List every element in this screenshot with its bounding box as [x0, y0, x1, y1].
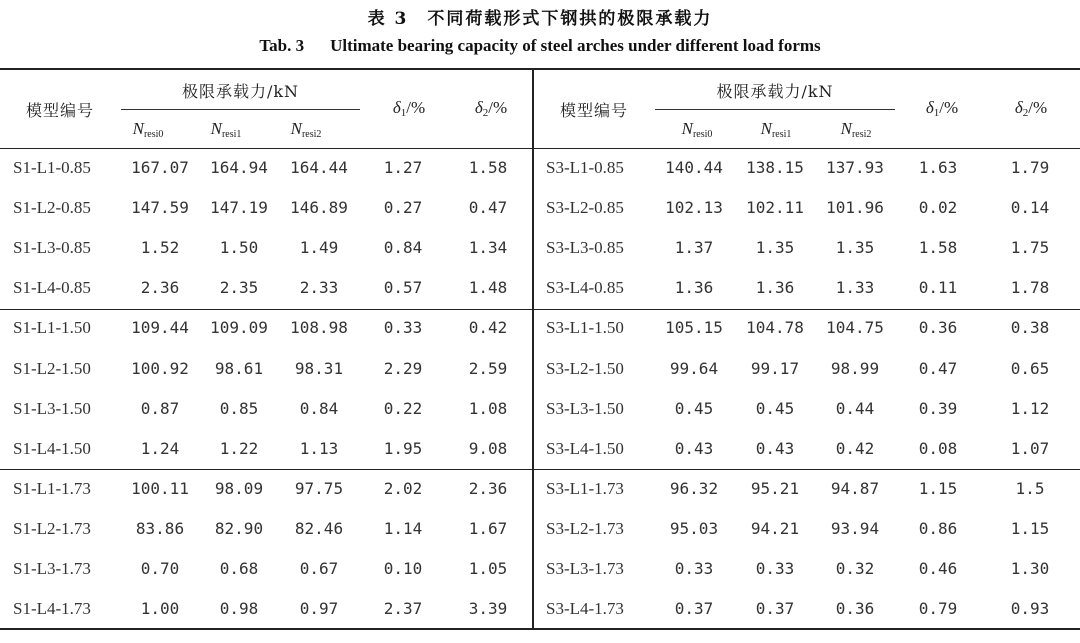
- capacity-cell: 0.43: [674, 438, 714, 458]
- capacity-cell: 83.86: [135, 518, 185, 538]
- delta-cell: 0.57: [383, 278, 423, 298]
- delta-symbol: δ: [474, 98, 483, 117]
- capacity-cell: 0.45: [755, 398, 795, 418]
- table-divider: [532, 68, 534, 630]
- capacity-cell: 101.96: [826, 198, 884, 218]
- capacity-cell: 167.07: [131, 158, 189, 177]
- delta-cell: 0.10: [383, 559, 423, 578]
- capacity-cell: 0.37: [674, 599, 714, 619]
- capacity-cell: 0.45: [674, 398, 714, 418]
- delta-cell: 1.48: [468, 278, 508, 298]
- header-rule: [0, 148, 1080, 149]
- model-id-cell: S3-L2-0.85: [546, 198, 624, 218]
- delta-cell: 0.11: [918, 278, 958, 298]
- capacity-cell: 109.44: [131, 318, 189, 338]
- model-id-cell: S3-L3-1.73: [546, 559, 624, 578]
- model-id-cell: S1-L3-0.85: [13, 238, 91, 258]
- delta-subscript: 1: [400, 107, 407, 119]
- capacity-cell: 138.15: [746, 158, 804, 177]
- bottom-rule: [0, 628, 1080, 630]
- model-id-cell: S1-L1-0.85: [13, 158, 91, 177]
- capacity-cell: 108.98: [290, 318, 348, 338]
- delta-cell: 1.79: [1010, 158, 1050, 177]
- model-id-cell: S1-L2-1.50: [13, 358, 91, 378]
- capacity-cell: 1.35: [835, 238, 875, 258]
- delta-cell: 2.37: [383, 599, 423, 619]
- header-n-resi1: [736, 119, 816, 140]
- delta-cell: 0.33: [383, 318, 423, 338]
- percent-unit: /%: [939, 98, 959, 117]
- delta-subscript: 2: [1022, 107, 1029, 119]
- capacity-cell: 99.64: [669, 358, 719, 378]
- capacity-cell: 98.61: [214, 358, 264, 378]
- delta-cell: 0.42: [468, 318, 508, 338]
- model-id-cell: S1-L3-1.50: [13, 398, 91, 418]
- delta-cell: 0.39: [918, 398, 958, 418]
- delta-cell: 1.78: [1010, 278, 1050, 298]
- capacity-cell: 104.75: [826, 318, 884, 338]
- delta-cell: 3.39: [468, 599, 508, 619]
- capacity-cell: 1.00: [140, 599, 180, 619]
- capacity-cell: 0.98: [219, 599, 259, 619]
- delta-cell: 1.05: [468, 559, 508, 578]
- percent-unit: /%: [406, 98, 426, 117]
- delta-cell: 1.63: [918, 158, 958, 177]
- capacity-cell: 147.19: [210, 198, 268, 218]
- delta-cell: 0.93: [1010, 599, 1050, 619]
- header-ultimate-capacity: 极限承载力/kN: [716, 82, 834, 101]
- capacity-cell: 1.49: [299, 238, 339, 258]
- capacity-cell: 98.31: [294, 358, 344, 378]
- top-rule: [0, 68, 1080, 70]
- capacity-cell: 95.21: [750, 478, 800, 498]
- capacity-cell: 1.52: [140, 238, 180, 258]
- delta-cell: 1.14: [383, 518, 423, 538]
- delta-cell: 2.29: [383, 358, 423, 378]
- model-id-cell: S1-L1-1.73: [13, 478, 91, 498]
- n-symbol: N: [760, 119, 772, 138]
- capacity-cell: 99.17: [750, 358, 800, 378]
- delta-cell: 1.15: [1010, 518, 1050, 538]
- delta-symbol: δ: [925, 98, 934, 117]
- capacity-cell: 98.99: [830, 358, 880, 378]
- capacity-cell: 1.22: [219, 438, 259, 458]
- n-symbol: N: [290, 119, 302, 138]
- header-model-number: 模型编号: [25, 101, 94, 120]
- capacity-cell: 0.44: [835, 398, 875, 418]
- delta-cell: 0.02: [918, 198, 958, 218]
- model-id-cell: S1-L1-1.50: [13, 318, 91, 338]
- table-number: Tab. 3: [259, 36, 305, 55]
- delta-cell: 1.95: [383, 438, 423, 458]
- delta-cell: 0.27: [383, 198, 423, 218]
- capacity-cell: 94.87: [830, 478, 880, 498]
- n-symbol: N: [681, 119, 693, 138]
- delta-cell: 1.67: [468, 518, 508, 538]
- model-id-cell: S3-L4-0.85: [546, 278, 624, 298]
- delta-cell: 0.14: [1010, 198, 1050, 218]
- capacity-cell: 0.32: [835, 559, 875, 578]
- header-delta1: [902, 98, 982, 119]
- delta-cell: 1.34: [468, 238, 508, 258]
- header-n-resi1: [186, 119, 266, 140]
- capacity-cell: 137.93: [826, 158, 884, 177]
- capacity-cell: 147.59: [131, 198, 189, 218]
- capacity-cell: 0.97: [299, 599, 339, 619]
- delta-cell: 1.27: [383, 158, 423, 177]
- header-n-resi2: [816, 119, 896, 140]
- model-id-cell: S3-L1-0.85: [546, 158, 624, 177]
- capacity-cell: 94.21: [750, 518, 800, 538]
- delta-cell: 1.58: [918, 238, 958, 258]
- header-delta1: [369, 98, 449, 119]
- n-subscript: resi2: [301, 129, 322, 140]
- delta-cell: 0.86: [918, 518, 958, 538]
- capacity-cell: 82.90: [214, 518, 264, 538]
- capacity-cell: 0.33: [674, 559, 714, 578]
- n-subscript: resi1: [221, 129, 242, 140]
- delta-cell: 0.36: [918, 318, 958, 338]
- capacity-cell: 100.11: [131, 478, 189, 498]
- group-separator: [0, 309, 1080, 310]
- model-id-cell: S3-L1-1.50: [546, 318, 624, 338]
- percent-unit: /%: [488, 98, 508, 117]
- capacity-cell: 0.85: [219, 398, 259, 418]
- header-delta2: [991, 98, 1071, 119]
- delta-cell: 1.07: [1010, 438, 1050, 458]
- delta-cell: 0.08: [918, 438, 958, 458]
- n-symbol: N: [132, 119, 144, 138]
- n-subscript: resi0: [143, 129, 164, 140]
- model-id-cell: S1-L2-1.73: [13, 518, 91, 538]
- header-n-resi2: [266, 119, 346, 140]
- model-id-cell: S3-L2-1.73: [546, 518, 624, 538]
- capacity-cell: 0.70: [140, 559, 180, 578]
- capacity-cell: 0.67: [299, 559, 339, 578]
- model-id-cell: S1-L2-0.85: [13, 198, 91, 218]
- model-id-cell: S1-L3-1.73: [13, 559, 91, 578]
- capacity-cell: 93.94: [830, 518, 880, 538]
- header-delta2: [451, 98, 531, 119]
- delta-cell: 1.75: [1010, 238, 1050, 258]
- capacity-cell: 2.33: [299, 278, 339, 298]
- delta-cell: 0.65: [1010, 358, 1050, 378]
- capacity-cell: 164.44: [290, 158, 348, 177]
- model-id-cell: S1-L4-0.85: [13, 278, 91, 298]
- capacity-cell: 146.89: [290, 198, 348, 218]
- capacity-cell: 102.13: [665, 198, 723, 218]
- delta-cell: 1.08: [468, 398, 508, 418]
- delta-cell: 2.36: [468, 478, 508, 498]
- header-n-resi0: [108, 119, 188, 140]
- capacity-cell: 1.35: [755, 238, 795, 258]
- group-underline: [121, 109, 360, 110]
- group-underline: [655, 109, 895, 110]
- capacity-cell: 0.33: [755, 559, 795, 578]
- delta-cell: 1.58: [468, 158, 508, 177]
- n-subscript: resi0: [692, 129, 713, 140]
- delta-cell: 0.47: [468, 198, 508, 218]
- delta-cell: 0.47: [918, 358, 958, 378]
- capacity-cell: 104.78: [746, 318, 804, 338]
- capacity-cell: 2.36: [140, 278, 180, 298]
- capacity-cell: 1.33: [835, 278, 875, 298]
- capacity-cell: 1.13: [299, 438, 339, 458]
- table-title: Ultimate bearing capacity of steel arches under different load forms: [330, 36, 821, 55]
- capacity-cell: 1.37: [674, 238, 714, 258]
- capacity-cell: 0.87: [140, 398, 180, 418]
- delta-symbol: δ: [1014, 98, 1023, 117]
- delta-cell: 9.08: [468, 438, 508, 458]
- capacity-cell: 97.75: [294, 478, 344, 498]
- capacity-cell: 1.36: [674, 278, 714, 298]
- n-subscript: resi1: [771, 129, 792, 140]
- delta-cell: 0.79: [918, 599, 958, 619]
- capacity-cell: 96.32: [669, 478, 719, 498]
- percent-unit: /%: [1028, 98, 1048, 117]
- header-ultimate-capacity: 极限承载力/kN: [181, 82, 300, 101]
- n-symbol: N: [210, 119, 222, 138]
- capacity-cell: 164.94: [210, 158, 268, 177]
- capacity-cell: 0.43: [755, 438, 795, 458]
- capacity-cell: 105.15: [665, 318, 723, 338]
- capacity-cell: 0.36: [835, 599, 875, 619]
- delta-cell: 0.84: [383, 238, 423, 258]
- table-caption-en: [0, 36, 1080, 56]
- n-subscript: resi2: [851, 129, 872, 140]
- delta-cell: 1.15: [918, 478, 958, 498]
- model-id-cell: S3-L3-0.85: [546, 238, 624, 258]
- capacity-cell: 0.42: [835, 438, 875, 458]
- capacity-cell: 109.09: [210, 318, 268, 338]
- delta-cell: 1.30: [1010, 559, 1050, 578]
- delta-cell: 2.02: [383, 478, 423, 498]
- capacity-cell: 98.09: [214, 478, 264, 498]
- delta-subscript: 2: [482, 107, 489, 119]
- group-separator: [0, 469, 1080, 470]
- header-n-resi0: [657, 119, 737, 140]
- capacity-cell: 0.84: [299, 398, 339, 418]
- model-id-cell: S3-L3-1.50: [546, 398, 624, 418]
- model-id-cell: S1-L4-1.50: [13, 438, 91, 458]
- delta-cell: 0.38: [1010, 318, 1050, 338]
- delta-symbol: δ: [392, 98, 401, 117]
- model-id-cell: S3-L1-1.73: [546, 478, 624, 498]
- capacity-cell: 0.37: [755, 599, 795, 619]
- delta-cell: 2.59: [468, 358, 508, 378]
- n-symbol: N: [840, 119, 852, 138]
- capacity-cell: 82.46: [294, 518, 344, 538]
- capacity-cell: 2.35: [219, 278, 259, 298]
- capacity-cell: 100.92: [131, 358, 189, 378]
- capacity-cell: 1.50: [219, 238, 259, 258]
- header-model-number: 模型编号: [559, 101, 628, 120]
- delta-cell: 1.5: [1015, 478, 1045, 498]
- delta-cell: 0.46: [918, 559, 958, 578]
- table-caption-cn: 表 3 不同荷载形式下钢拱的极限承载力: [367, 9, 713, 29]
- capacity-cell: 0.68: [219, 559, 259, 578]
- delta-cell: 0.22: [383, 398, 423, 418]
- capacity-cell: 1.36: [755, 278, 795, 298]
- capacity-cell: 1.24: [140, 438, 180, 458]
- model-id-cell: S1-L4-1.73: [13, 599, 91, 619]
- model-id-cell: S3-L4-1.50: [546, 438, 624, 458]
- capacity-cell: 102.11: [746, 198, 804, 218]
- model-id-cell: S3-L4-1.73: [546, 599, 624, 619]
- delta-subscript: 1: [933, 107, 940, 119]
- capacity-cell: 140.44: [665, 158, 723, 177]
- delta-cell: 1.12: [1010, 398, 1050, 418]
- capacity-cell: 95.03: [669, 518, 719, 538]
- model-id-cell: S3-L2-1.50: [546, 358, 624, 378]
